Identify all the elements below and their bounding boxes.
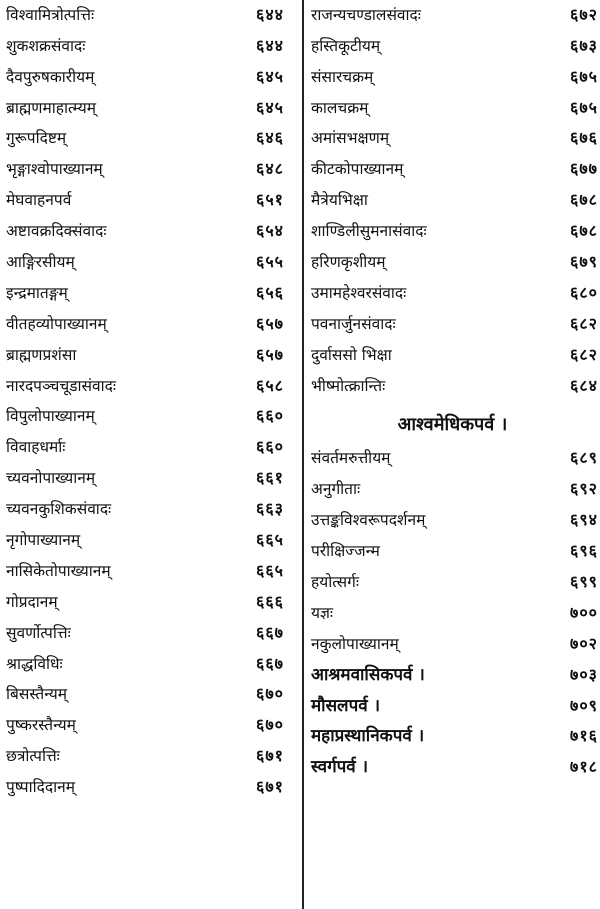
entry-page-number: ६८० [570, 282, 598, 302]
entry-title: ब्राह्मणप्रशंसा [6, 345, 77, 364]
entry-page-number: ६७७ [570, 159, 598, 179]
entry-page-number: ६६६ [256, 591, 284, 611]
entry-page-number: ६७० [256, 684, 284, 704]
entry-page-number: ६७२ [570, 4, 598, 24]
section-heading-text: आश्वमेधिकपर्व । [397, 413, 508, 435]
entry-title: शाण्डिलीसुमनासंवादः [311, 222, 427, 241]
entry-title: नकुलोपाख्यानम् [311, 634, 399, 653]
entry-title: मेघवाहनपर्व [6, 191, 72, 210]
toc-entry [0, 432, 300, 463]
entry-title: गुरूपदिष्टम् [6, 129, 67, 148]
entry-title: नासिकेतोपाख्यानम् [6, 561, 111, 580]
toc-entry [305, 93, 600, 124]
entry-page-number: ६७५ [570, 97, 598, 117]
toc-entry [0, 31, 300, 62]
entry-title: विश्वामित्रोत्पत्तिः [6, 5, 95, 24]
entry-title: अष्टावक्रदिक्संवादः [6, 222, 107, 241]
toc-entry [0, 494, 300, 525]
entry-title: आश्रमवासिकपर्व । [311, 664, 425, 685]
toc-entry [305, 216, 600, 247]
entry-title: पवनार्जुनसंवादः [311, 314, 396, 333]
entry-page-number: ६५१ [256, 190, 284, 210]
entry-title: च्यवनोपाख्यानम् [6, 469, 96, 488]
entry-page-number: ६६७ [256, 622, 284, 642]
entry-page-number: ७१६ [570, 726, 598, 746]
toc-entry [0, 0, 300, 31]
entry-title: अमांसभक्षणम् [311, 129, 390, 148]
toc-entry [305, 371, 600, 402]
entry-title: संसारचक्रम् [311, 67, 374, 86]
entry-page-number: ६५७ [256, 344, 284, 364]
entry-page-number: ६६० [256, 406, 284, 426]
entry-title: इन्द्रमातङ्गम् [6, 283, 68, 302]
toc-entry [0, 216, 300, 247]
entry-page-number: ६४४ [256, 35, 284, 55]
toc-entry [0, 556, 300, 587]
entry-page-number: ६७८ [570, 221, 598, 241]
entry-page-number: ६७३ [570, 35, 598, 55]
toc-entry [0, 371, 300, 402]
toc-entry [0, 62, 300, 93]
toc-entry [305, 247, 600, 278]
entry-title: ब्राह्मणमाहात्म्यम् [6, 98, 96, 117]
entry-title: भीष्मोत्क्रान्तिः [311, 376, 386, 395]
toc-entry [305, 536, 600, 567]
toc-entry [0, 710, 300, 741]
entry-title: उत्तङ्कविश्वरूपदर्शनम् [311, 511, 426, 530]
entry-title: अनुगीताः [311, 480, 361, 499]
entry-title: छत्रोत्पत्तिः [6, 747, 60, 766]
entry-page-number: ७०९ [570, 695, 598, 715]
toc-entry [0, 649, 300, 680]
entry-page-number: ६७६ [570, 128, 598, 148]
toc-entry [0, 772, 300, 803]
entry-title: पुष्पादिदानम् [6, 778, 75, 797]
entry-title: भृङ्गाश्वोपाख्यानम् [6, 160, 103, 179]
right-column [305, 0, 600, 783]
entry-title: हरिणकृशीयम् [311, 253, 386, 272]
entry-page-number: ६५७ [256, 313, 284, 333]
toc-entry [305, 309, 600, 340]
entry-page-number: ६९२ [570, 479, 598, 499]
entry-page-number: ६४८ [256, 159, 284, 179]
entry-title: शुकशक्रसंवादः [6, 36, 86, 55]
toc-entry [0, 154, 300, 185]
toc-entry [305, 474, 600, 505]
toc-entry [0, 93, 300, 124]
entry-title: विपुलोपाख्यानम् [6, 407, 95, 426]
entry-title: राजन्यचण्डालसंवादः [311, 5, 421, 24]
toc-entry [0, 278, 300, 309]
entry-page-number: ६७९ [570, 252, 598, 272]
toc-entry [305, 752, 600, 783]
entry-title: कीटकोपाख्यानम् [311, 160, 404, 179]
entry-page-number: ६८२ [570, 344, 598, 364]
toc-entry [305, 124, 600, 155]
entry-page-number: ६८२ [570, 313, 598, 333]
toc-entry [0, 463, 300, 494]
entry-title: विवाहधर्माः [6, 438, 66, 457]
toc-entry [305, 278, 600, 309]
toc-entry [0, 247, 300, 278]
left-column [0, 0, 300, 803]
entry-title: मौसलपर्व । [311, 695, 381, 716]
entry-title: वीतहव्योपाख्यानम् [6, 314, 107, 333]
toc-entry [305, 444, 600, 475]
section-heading [305, 402, 600, 444]
entry-page-number: ६७१ [256, 746, 284, 766]
entry-title: नारदपञ्चचूडासंवादः [6, 376, 117, 395]
entry-title: दुर्वाससो भिक्षा [311, 345, 392, 364]
entry-page-number: ६५४ [256, 221, 284, 241]
entry-title: मैत्रेयभिक्षा [311, 191, 368, 210]
entry-page-number: ७०३ [570, 664, 598, 684]
toc-entry [305, 154, 600, 185]
entry-page-number: ६६३ [256, 499, 284, 519]
column-divider [302, 0, 304, 909]
entry-title: बिसस्तैन्यम् [6, 685, 68, 704]
entry-title: च्यवनकुशिकसंवादः [6, 500, 112, 519]
toc-entry [305, 505, 600, 536]
entry-title: आङ्गिरसीयम् [6, 253, 75, 272]
entry-title: स्वर्गपर्व । [311, 757, 369, 778]
entry-title: महाप्रस्थानिकपर्व । [311, 726, 425, 747]
toc-entry [0, 525, 300, 556]
entry-page-number: ६५६ [256, 282, 284, 302]
toc-entry [0, 680, 300, 711]
entry-page-number: ६८९ [570, 448, 598, 468]
toc-entry [305, 185, 600, 216]
toc-entry [305, 691, 600, 722]
entry-page-number: ६६७ [256, 653, 284, 673]
toc-entry [0, 618, 300, 649]
toc-entry [305, 0, 600, 31]
entry-page-number: ६७५ [570, 66, 598, 86]
entry-page-number: ६४४ [256, 4, 284, 24]
entry-page-number: ६५५ [256, 252, 284, 272]
entry-page-number: ६६५ [256, 530, 284, 550]
entry-page-number: ६९६ [570, 541, 598, 561]
toc-entry [305, 629, 600, 660]
toc-entry [0, 587, 300, 618]
entry-title: यज्ञः [311, 603, 334, 622]
toc-entry [0, 402, 300, 433]
entry-title: नृगोपाख्यानम् [6, 531, 81, 550]
toc-entry [305, 567, 600, 598]
entry-page-number: ६६१ [256, 468, 284, 488]
entry-page-number: ६७० [256, 715, 284, 735]
entry-title: हस्तिकूटीयम् [311, 36, 381, 55]
entry-page-number: ६४५ [256, 66, 284, 86]
entry-page-number: ६७८ [570, 190, 598, 210]
entry-title: उमामहेश्वरसंवादः [311, 283, 407, 302]
entry-page-number: ६८४ [570, 375, 598, 395]
entry-page-number: ६४६ [256, 128, 284, 148]
entry-title: सुवर्णोत्पत्तिः [6, 623, 71, 642]
entry-title: परीक्षिज्जन्म [311, 542, 380, 561]
entry-page-number: ६९९ [570, 572, 598, 592]
toc-entry [305, 598, 600, 629]
entry-title: पुष्करस्तैन्यम् [6, 716, 76, 735]
entry-title: संवर्तमरुत्तीयम् [311, 449, 391, 468]
entry-title: श्राद्धविधिः [6, 654, 63, 673]
toc-entry [305, 62, 600, 93]
toc-entry [0, 340, 300, 371]
entry-page-number: ६७१ [256, 777, 284, 797]
entry-page-number: ६९४ [570, 510, 598, 530]
entry-page-number: ७०० [570, 602, 598, 622]
toc-entry [0, 185, 300, 216]
entry-page-number: ७१८ [570, 757, 598, 777]
entry-title: दैवपुरुषकारीयम् [6, 67, 95, 86]
toc-entry [305, 31, 600, 62]
toc-entry [305, 340, 600, 371]
toc-entry [305, 722, 600, 753]
toc-entry [305, 660, 600, 691]
toc-entry [0, 124, 300, 155]
entry-page-number: ६६५ [256, 560, 284, 580]
entry-title: कालचक्रम् [311, 98, 369, 117]
entry-page-number: ७०२ [570, 633, 598, 653]
entry-page-number: ६५८ [256, 375, 284, 395]
entry-title: गोप्रदानम् [6, 592, 58, 611]
entry-page-number: ६४५ [256, 97, 284, 117]
entry-title: हयोत्सर्गः [311, 573, 360, 592]
toc-entry [0, 309, 300, 340]
toc-entry [0, 741, 300, 772]
entry-page-number: ६६० [256, 437, 284, 457]
